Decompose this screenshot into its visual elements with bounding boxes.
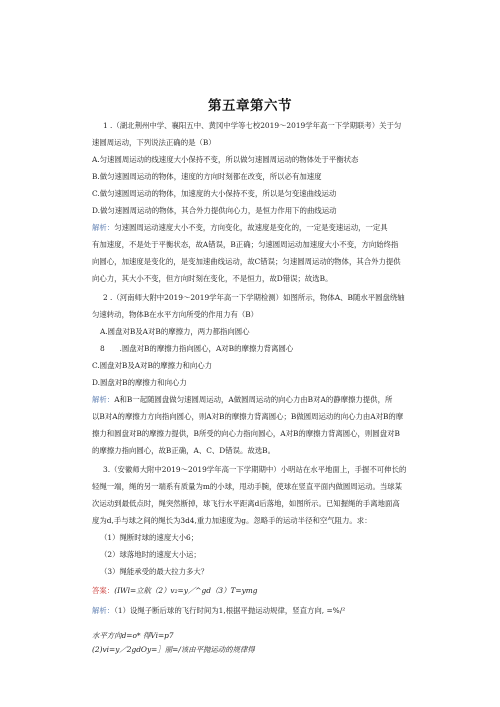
q2-analysis-line-3: 擦力和圆盘对B的摩擦力提供，B所受的向心力指向圆心，A对B的摩擦力背离圆心，则圆盘对B	[92, 429, 400, 438]
q2-analysis-label: 解析：	[92, 395, 115, 404]
q1-option-a: A.匀速圆周运动的线速度大小保持不变，所以做匀速圆周运动的物体处于平衡状态	[92, 155, 359, 164]
q1-option-d: D.做匀速圆周运动的物体，其合外力提供向心力，是恒力作用下的曲线运动	[92, 206, 337, 215]
q2-stem-line-2: 匀速转动，物体B在水平方向所受的作用力有（B）	[92, 310, 259, 319]
q1-stem-line-1: 1 .（湖北荆州中学、襄阳五中、黄冈中学等七校2019～2019学年高一下学期联考）关于匀	[103, 121, 402, 130]
q3-subquestion-2: （2）球落地时的速度大小运；	[100, 550, 201, 559]
q2-analysis-line-1: 解析：A和B一起随圆盘做匀速圆周运动，A做圆周运动的向心力由B对A的静摩擦力提供，所	[92, 395, 393, 404]
q3-answer-text: (IWl=立航（2）v₂=y／^gd（3）T=ymg	[114, 586, 258, 595]
q2-option-a: A.圆盘对B及A对B的摩擦力，两力都指向圆心	[100, 327, 250, 336]
q3-analysis-line-3: (2)vi=y／2gdOy=］丽=/该由平抛运动的规律得	[92, 645, 255, 654]
q1-analysis-line-1: 解析：匀速圆周运动速度大小不变，方向变化，故速度是变化的，一定是变速运动，一定具	[92, 223, 388, 232]
q3-analysis-label: 解析：	[92, 606, 115, 615]
q1-option-b: B.做匀速圆周运动的物体，速度的方向时刻都在改变，所以必有加速度	[92, 172, 322, 181]
q2-option-c: C.圆盘对B及A对B的摩擦力和向心力	[92, 361, 213, 370]
q2-analysis-line-4: 的摩擦力指向圆心，故B正确，A、C、D错误。故选B。	[92, 446, 275, 455]
q1-analysis-line-4: 向心力，其大小不变，但方向时刻在变化，不是恒力，故D错误；故选B。	[92, 274, 333, 283]
q3-stem-line-4: 度为d,手与球之间的绳长为3d4,重力加速度为g。忽略手的运动半径和空气阻力。求：	[92, 516, 372, 525]
q2-option-b: 8 .圆盘对B的摩擦力指向圆心，A对B的摩擦力背离圆心	[100, 344, 294, 353]
page-title: 第五章第六节	[208, 98, 292, 114]
q2-stem-line-1: 2 .（河南师大附中2019～2019学年高一下学期检测）如图所示，物体A、B随水平圆盘绕轴	[103, 293, 405, 302]
q3-analysis-line-2: 水平方向d=o* 得Vi=p7	[92, 631, 174, 640]
q2-option-d: D.圆盘对B的摩擦力和向心力	[92, 378, 187, 387]
q3-subquestion-1: （1）绳断时球的速度大小6；	[100, 533, 199, 542]
q2-analysis-line-2: 以B对A的摩擦力方向指向圆心，则A对B的摩擦力背离圆心；B做圆周运动的向心力由A对B的摩	[92, 412, 404, 421]
q1-stem-line-2: 速圆周运动，下列说法正确的是（B）	[92, 138, 216, 147]
q1-analysis-line-2: 有加速度，不是处于平衡状态，故A错误，B正确；匀速圆周运动加速度大小不变，方向始终指	[92, 240, 399, 249]
q3-stem-line-3: 次运动到最低点时，绳突然断掉，球飞行水平距离d后落地，如图所示。已知握绳的手离地面高	[92, 499, 400, 508]
q3-stem-line-1: 3.（安徽师大附中2019～2019学年高一下学期期中）小明站在水平地面上，手握不可伸长的	[103, 465, 407, 474]
q3-answer-line	[92, 586, 257, 596]
q1-analysis-line-3: 向圆心，加速度是变化的，是变加速曲线运动，故C错误；匀速圆周运动的物体，其合外力提供	[92, 257, 401, 266]
q3-subquestion-3: （3）绳能承受的最大拉力多大？	[100, 567, 209, 576]
q1-analysis-label: 解析：	[92, 223, 115, 232]
q3-stem-line-2: 轻绳一端，绳的另一端系有质量为m的小球，甩动手腕，使球在竖直平面内做圆周运动。当球某	[92, 482, 403, 491]
q3-analysis-line-1: 解析：（1）设绳子断后球的飞行时间为1,根据平抛运动规律，竖直方向, =%/²	[92, 606, 346, 615]
q1-option-c: C.做匀速圆周运动的物体，加速度的大小保持不变，所以是匀变速曲线运动	[92, 189, 337, 198]
q3-answer-label: 答案：	[92, 586, 115, 595]
